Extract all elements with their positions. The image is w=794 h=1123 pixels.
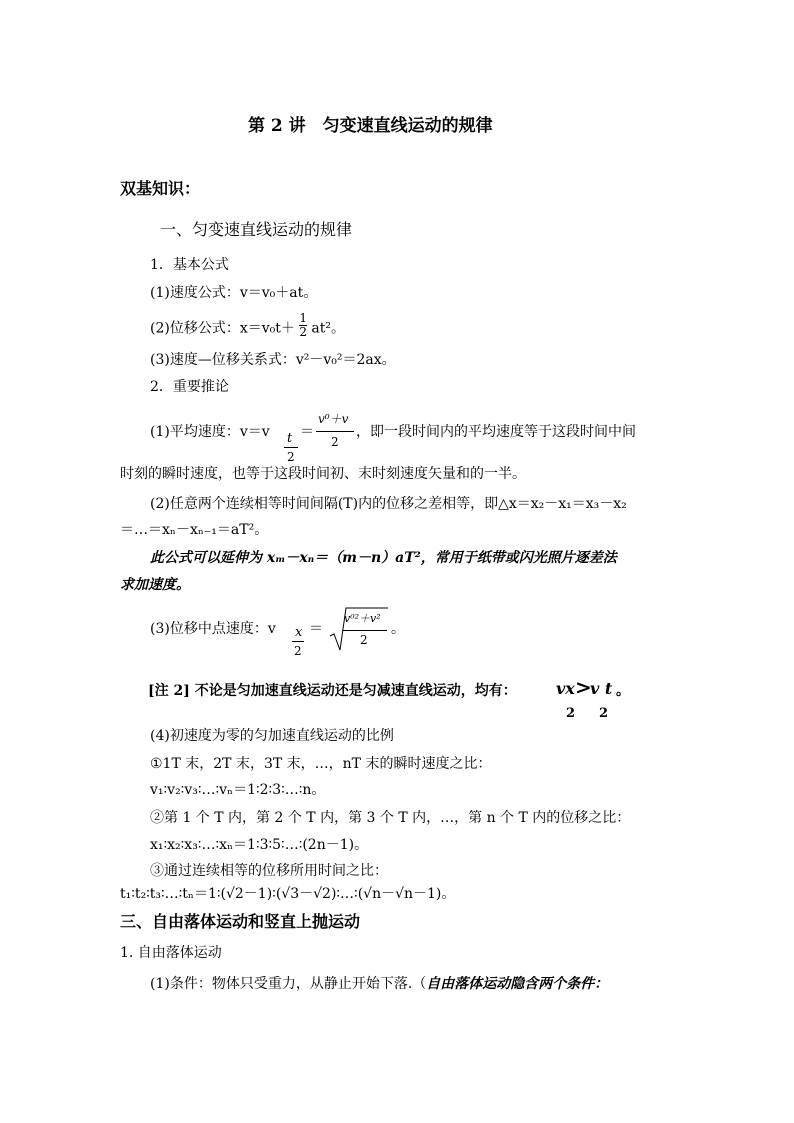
avg-fraction-denominator: 2 <box>331 435 339 449</box>
extend-note-line2: 求加速度。 <box>120 577 190 593</box>
free-fall-condition-note: 自由落体运动隐含两个条件： <box>426 976 609 992</box>
note2-den-a: 2 <box>566 706 576 721</box>
free-fall-condition-text: (1)条件：物体只受重力，从静止开始下落.（ <box>150 976 427 992</box>
ratio1-equation: v₁∶v₂∶v₃∶…∶vₙ＝1∶2∶3∶…∶n。 <box>150 782 326 798</box>
formula-velocity: (1)速度公式：v＝v₀＋at。 <box>150 285 318 301</box>
note2-vx: vx <box>556 679 575 698</box>
avg-subscript-bar <box>284 447 298 448</box>
page-title: 第 2 讲 匀变速直线运动的规律 <box>248 116 493 136</box>
fraction-half <box>299 312 307 339</box>
ratio1-text: ①1T 末，2T 末，3T 末，…，nT 末的瞬时速度之比： <box>150 756 492 772</box>
note2-gt: > <box>575 675 592 699</box>
avg-explanation: ，即一段时间内的平均速度等于这段时间中间 <box>356 424 636 440</box>
free-fall-condition <box>150 977 608 991</box>
delta-x-line2: ＝…＝xₙ－xₙ₋₁＝aT²。 <box>120 522 269 538</box>
note2-den-b: 2 <box>599 706 609 721</box>
fraction-half-denominator: 2 <box>299 325 307 339</box>
mid-radicand-denominator: 2 <box>360 633 368 647</box>
ratio-heading: (4)初速度为零的匀加速直线运动的比例 <box>150 728 394 744</box>
section-basics-heading: 双基知识： <box>120 179 201 198</box>
avg-subscript-numerator: t <box>287 431 293 446</box>
avg-explanation-cont: 时刻的瞬时速度，也等于这段时间初、末时刻速度矢量和的一半。 <box>120 466 526 482</box>
midpoint-velocity-line: (3)位移中点速度：v <box>150 621 276 637</box>
mid-subscript-denominator: 2 <box>294 644 302 658</box>
formula-displacement-tail: at²。 <box>311 320 346 337</box>
fraction-half-numerator: 1 <box>299 311 307 325</box>
section3-heading: 三、自由落体运动和竖直上抛运动 <box>120 912 361 931</box>
avg-fraction-numerator: v⁰＋v <box>318 412 349 426</box>
subsection-basic-formulas: 1．基本公式 <box>150 257 229 273</box>
mid-subscript-bar <box>292 641 304 642</box>
ratio3-equation: t₁∶t₂∶t₃∶…∶tₙ＝1∶(√2－1)∶(√3－√2)∶…∶(√n－√n－1)。 <box>120 886 456 902</box>
delta-x-line1: (2)任意两个连续相等时间间隔(T)内的位移之差相等，即△x＝x₂－x₁＝x₃－x₂ <box>150 496 627 512</box>
avg-fraction-bar <box>316 431 354 432</box>
formula-displacement-lead: (2)位移公式：x＝v₀t＋ <box>150 320 295 337</box>
note2-text: [注 2] 不论是匀加速直线运动还是匀减速直线运动，均有： <box>148 683 517 699</box>
subsection-key-inferences: 2．重要推论 <box>150 379 229 395</box>
avg-subscript-denominator: 2 <box>287 450 295 464</box>
mid-end: 。 <box>391 621 405 637</box>
mid-equals: ＝ <box>309 621 323 637</box>
mid-radicand: v⁰²＋v² <box>344 612 381 625</box>
free-fall-heading: 1. 自由落体运动 <box>120 945 222 961</box>
ratio2-equation: x₁∶x₂∶x₃∶…∶xₙ＝1∶3∶5∶…∶(2n－1)。 <box>150 837 369 853</box>
note2-vt: v t <box>590 679 613 698</box>
formula-displacement <box>150 311 346 339</box>
note2-period: 。 <box>616 683 630 699</box>
mid-subscript-numerator: x <box>295 625 303 640</box>
mid-radicand-bar <box>343 630 387 631</box>
average-velocity-line: (1)平均速度：v＝v <box>150 424 270 440</box>
ratio3-text: ③通过连续相等的位移所用时间之比： <box>150 863 388 879</box>
section1-heading: 一、匀变速直线运动的规律 <box>160 220 353 239</box>
avg-equals: ＝ <box>300 424 314 440</box>
extend-note-line1: 此公式可以延伸为 xₘ－xₙ＝（m－n）aT²，常用于纸带或闪光照片逐差法 <box>150 550 617 566</box>
ratio2-text: ②第 1 个 T 内，第 2 个 T 内，第 3 个 T 内，…，第 n 个 T 内的位移之比： <box>150 810 631 826</box>
formula-velocity-displacement: (3)速度—位移关系式：v²－v₀²＝2ax。 <box>150 352 396 368</box>
